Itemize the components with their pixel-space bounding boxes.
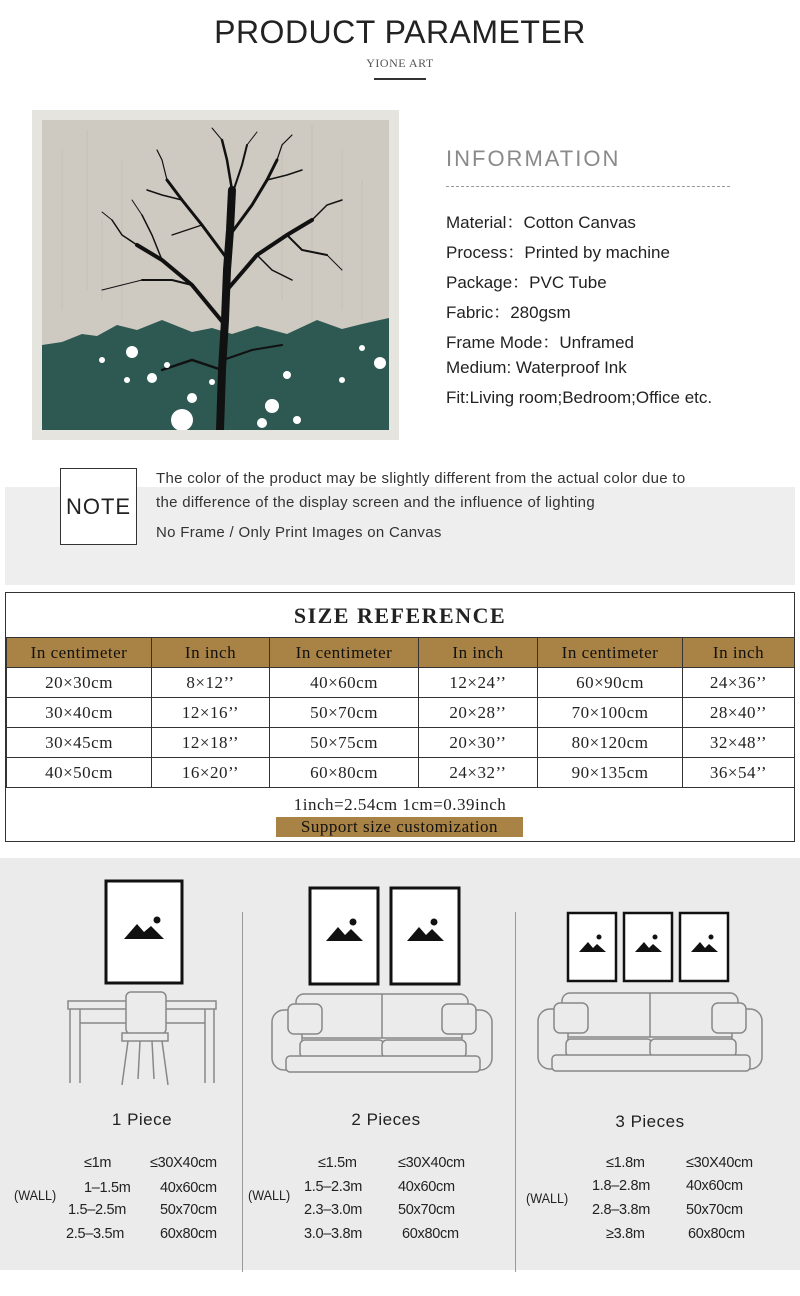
table-cell: 32×48’’: [683, 728, 795, 758]
note-line-2: the difference of the display screen and the influence of lighting: [156, 494, 595, 511]
table-row: [7, 728, 795, 758]
header-cell: In inch: [683, 638, 795, 668]
note-label: NOTE: [65, 493, 132, 519]
print-size: ≤30X40cm: [398, 1155, 465, 1171]
one-piece-label: 1 Piece: [111, 1110, 173, 1129]
table-row: [7, 698, 795, 728]
table-cell: 28×40’’: [683, 698, 795, 728]
wall-size: 2.8–3.8m: [592, 1202, 651, 1218]
print-size: 50x70cm: [398, 1202, 455, 1218]
print-size: 60x80cm: [160, 1226, 217, 1242]
wall-size: ≥3.8m: [606, 1226, 645, 1242]
two-pieces-label: 2 Pieces: [351, 1110, 421, 1129]
table-cell: 50×70cm: [270, 698, 419, 728]
wall-size: 1.8–2.8m: [592, 1178, 651, 1194]
table-row: [7, 668, 795, 698]
print-size: 50x70cm: [686, 1202, 743, 1218]
wall-size: ≤1m: [84, 1155, 112, 1171]
info-medium: Medium: Waterproof Ink: [446, 358, 627, 377]
unit-conversion: 1inch=2.54cm 1cm=0.39inch: [293, 795, 507, 814]
wall-size: ≤1.5m: [318, 1155, 357, 1171]
brand-subtitle: YIONE ART: [366, 56, 434, 70]
support-customization-badge: Support size customization: [276, 817, 523, 837]
info-process: Process：Printed by machine: [446, 243, 670, 262]
wall-label: (WALL): [526, 1190, 569, 1206]
table-cell: 12×24’’: [419, 668, 538, 698]
print-size: ≤30X40cm: [686, 1155, 753, 1171]
table-cell: 12×16’’: [152, 698, 270, 728]
information-divider: [446, 186, 730, 187]
table-cell: 30×45cm: [7, 728, 152, 758]
table-row: [7, 758, 795, 788]
table-cell: 80×120cm: [538, 728, 683, 758]
three-pieces-label: 3 Pieces: [615, 1112, 685, 1131]
table-cell: 40×60cm: [270, 668, 419, 698]
print-size: ≤30X40cm: [150, 1155, 217, 1171]
header-cell: In centimeter: [538, 638, 683, 668]
header-cell: In inch: [152, 638, 270, 668]
table-cell: 20×30’’: [419, 728, 538, 758]
info-package: Package：PVC Tube: [446, 273, 607, 292]
wall-label: (WALL): [14, 1187, 57, 1203]
table-cell: 20×30cm: [7, 668, 152, 698]
two-piece-sofa-illustration: [262, 880, 502, 1085]
table-cell: 60×80cm: [270, 758, 419, 788]
print-size: 40x60cm: [160, 1180, 217, 1196]
tree-canvas-art: [42, 120, 389, 430]
table-cell: 60×90cm: [538, 668, 683, 698]
wall-size: 2.3–3.0m: [304, 1202, 363, 1218]
print-size: 40x60cm: [398, 1179, 455, 1195]
one-piece-desk-illustration: [60, 875, 230, 1090]
info-frame-mode: Frame Mode：Unframed: [446, 333, 635, 352]
three-piece-sofa-illustration: [530, 905, 770, 1085]
print-size: 40x60cm: [686, 1178, 743, 1194]
table-cell: 24×32’’: [419, 758, 538, 788]
wall-size: 1.5–2.5m: [68, 1202, 127, 1218]
table-cell: 36×54’’: [683, 758, 795, 788]
wall-size: 2.5–3.5m: [66, 1226, 125, 1242]
info-fit: Fit:Living room;Bedroom;Office etc.: [446, 388, 713, 407]
info-material: Material：Cotton Canvas: [446, 213, 636, 232]
table-cell: 16×20’’: [152, 758, 270, 788]
table-cell: 8×12’’: [152, 668, 270, 698]
info-fabric: Fabric：280gsm: [446, 303, 571, 322]
header-cell: In centimeter: [7, 638, 152, 668]
size-table-header: [7, 638, 795, 668]
wall-size: ≤1.8m: [606, 1155, 645, 1171]
product-painting: [32, 110, 399, 440]
table-cell: 12×18’’: [152, 728, 270, 758]
print-size: 60x80cm: [402, 1226, 459, 1242]
table-cell: 30×40cm: [7, 698, 152, 728]
header-cell: In inch: [419, 638, 538, 668]
information-title: INFORMATION: [446, 146, 621, 171]
wall-size: 1–1.5m: [84, 1180, 131, 1196]
wall-size: 1.5–2.3m: [304, 1179, 363, 1195]
size-reference-title: SIZE REFERENCE: [293, 603, 507, 628]
header-divider: [374, 78, 426, 80]
column-divider: [515, 912, 516, 1272]
wall-label: (WALL): [248, 1187, 291, 1203]
note-line-1: The color of the product may be slightly different from the actual color due to: [156, 470, 686, 487]
wall-size: 3.0–3.8m: [304, 1226, 363, 1242]
table-cell: 70×100cm: [538, 698, 683, 728]
column-divider: [242, 912, 243, 1272]
table-cell: 24×36’’: [683, 668, 795, 698]
print-size: 60x80cm: [688, 1226, 745, 1242]
table-cell: 20×28’’: [419, 698, 538, 728]
page-title: PRODUCT PARAMETER: [214, 14, 586, 50]
table-cell: 90×135cm: [538, 758, 683, 788]
table-cell: 40×50cm: [7, 758, 152, 788]
header-cell: In centimeter: [270, 638, 419, 668]
print-size: 50x70cm: [160, 1202, 217, 1218]
size-table: [6, 637, 795, 788]
table-cell: 50×75cm: [270, 728, 419, 758]
note-label-box: [60, 468, 137, 545]
note-line-3: No Frame / Only Print Images on Canvas: [156, 524, 442, 541]
size-reference-box: [5, 592, 795, 842]
